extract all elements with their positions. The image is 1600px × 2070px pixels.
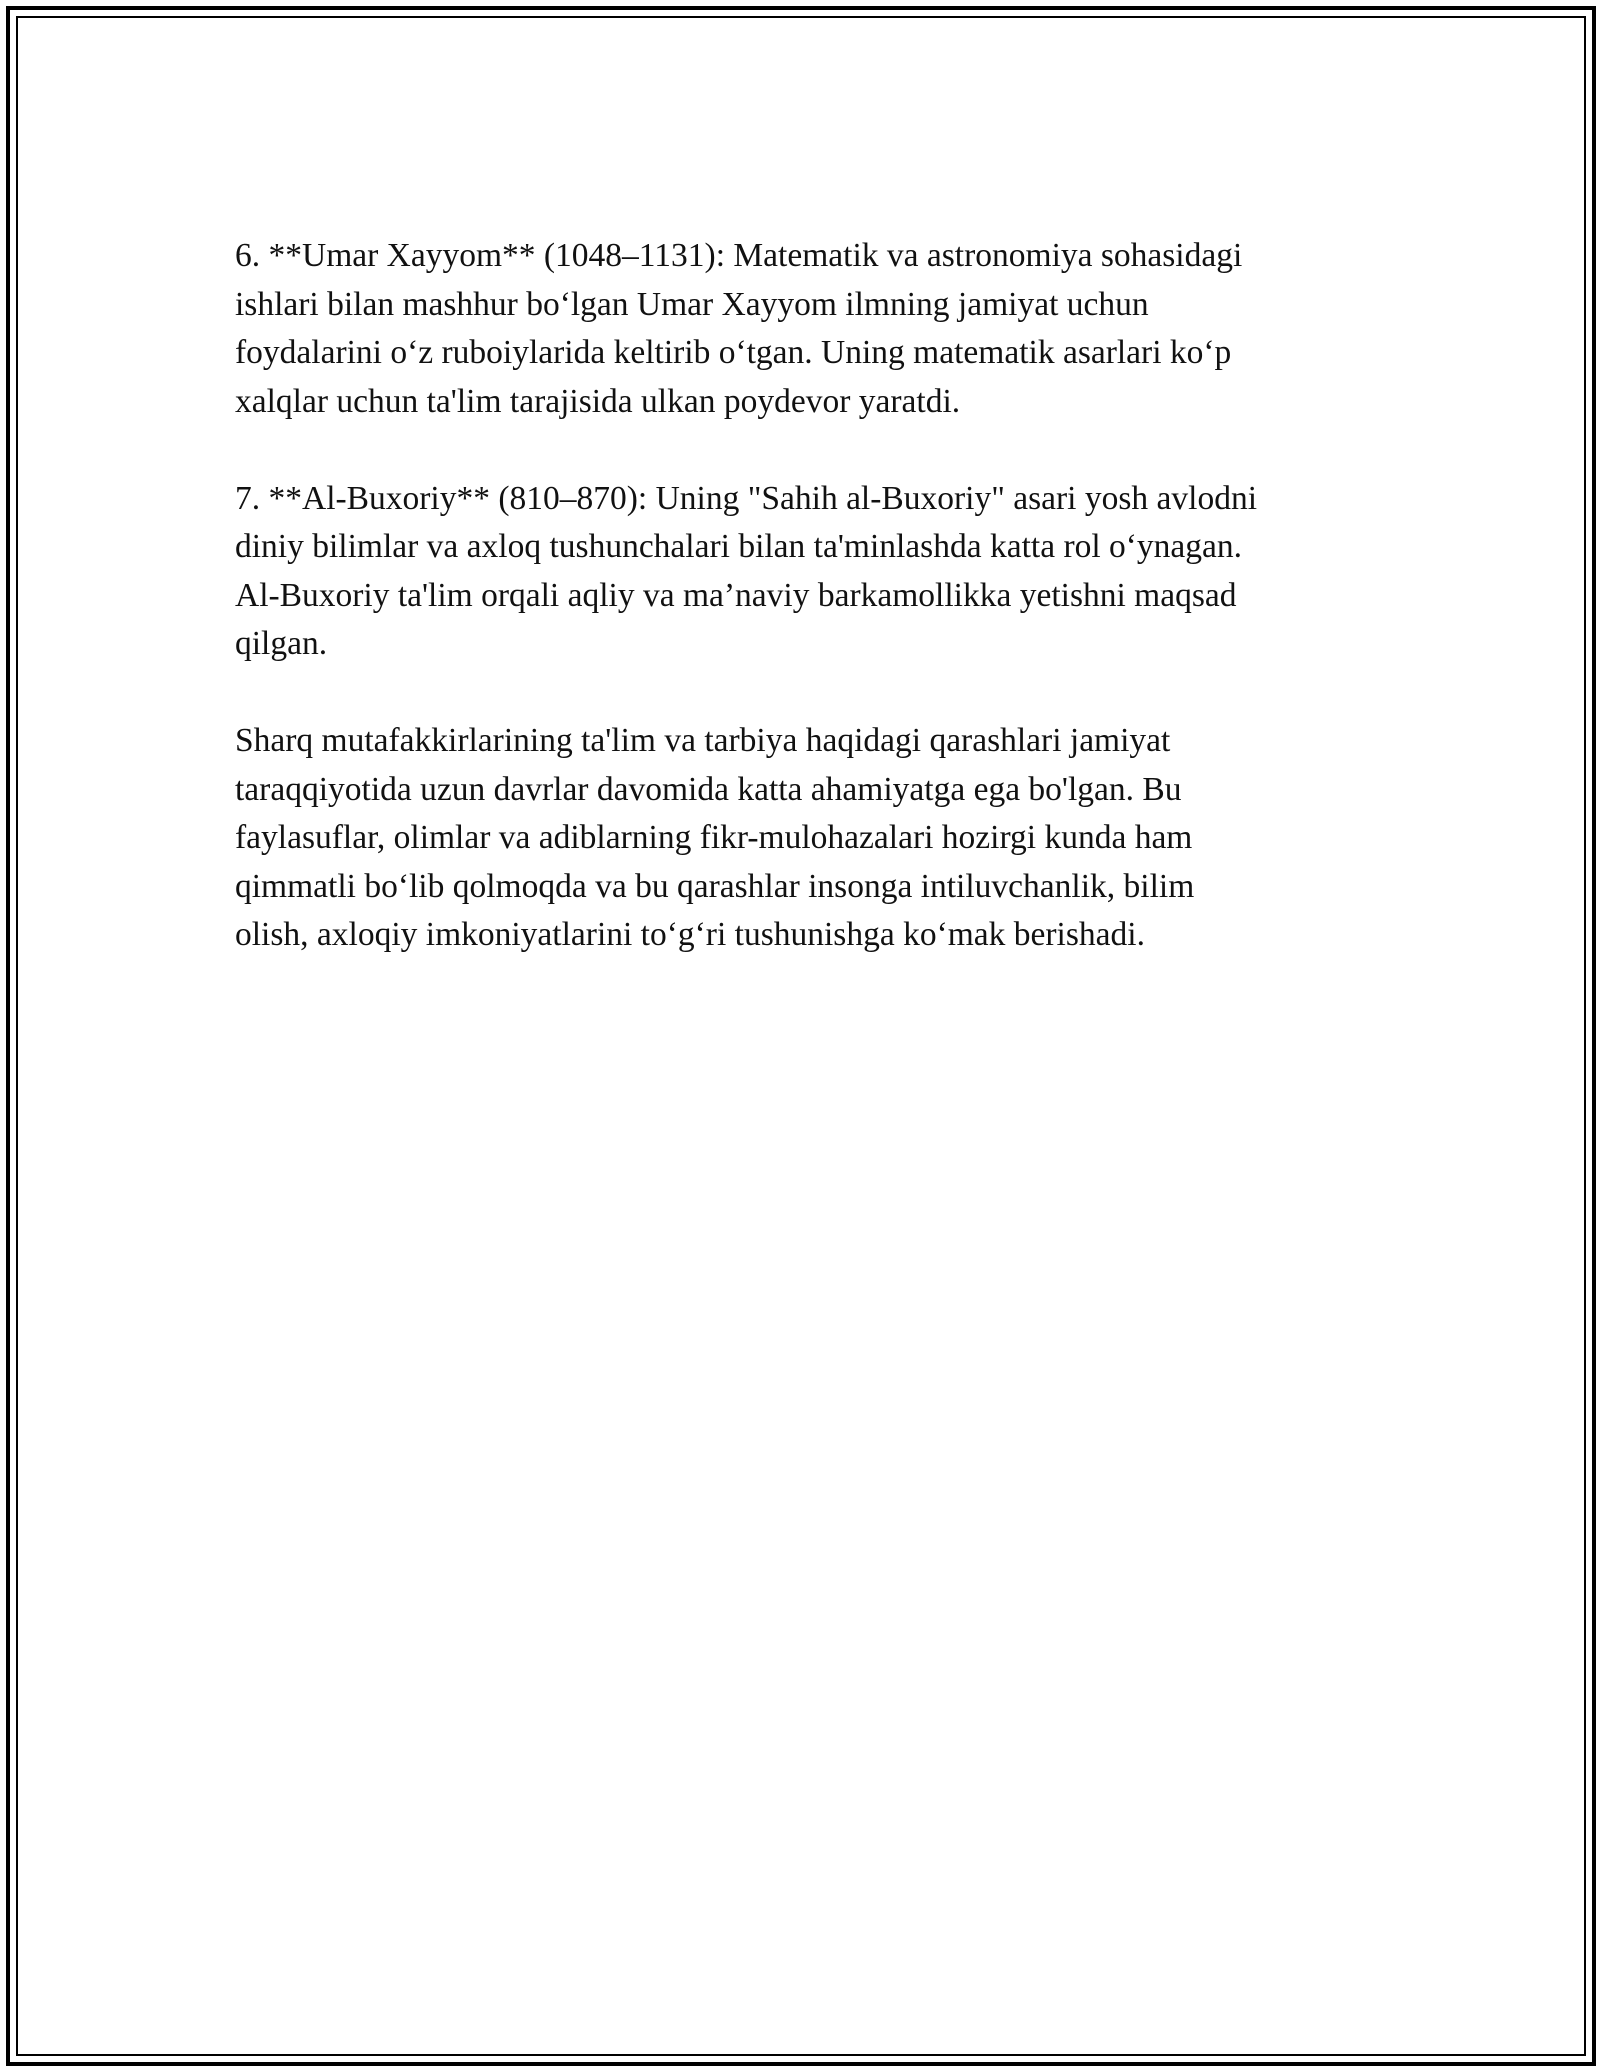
document-body: [235, 232, 1370, 1008]
text-line: 6. **Umar Xayyom** (1048–1131): Matematik va astronomiya sohasidagi: [235, 237, 1243, 274]
text-line: olish, axloqiy imkoniyatlarini to‘g‘ri tushunishga ko‘mak berishadi.: [235, 916, 1145, 953]
paragraph-al-buxoriy: [235, 475, 1370, 669]
text-line: foydalarini o‘z ruboiylarida keltirib o‘tgan. Uning matematik asarlari ko‘p: [235, 334, 1232, 371]
text-line: qimmatli bo‘lib qolmoqda va bu qarashlar insonga intiluvchanlik, bilim: [235, 867, 1195, 905]
text-line: Al-Buxoriy ta'lim orqali aqliy va ma’naviy barkamollikka yetishni maqsad: [235, 576, 1237, 614]
text-line: 7. **Al-Buxoriy** (810–870): Uning "Sahih al-Buxoriy" asari yosh avlodni: [235, 479, 1258, 517]
paragraph-umar-xayyom: [235, 232, 1370, 426]
paragraph-conclusion: [235, 717, 1370, 960]
text-line: diniy bilimlar va axloq tushunchalari bilan ta'minlashda katta rol o‘ynagan.: [235, 528, 1243, 565]
text-line: xalqlar uchun ta'lim tarajisida ulkan poydevor yaratdi.: [235, 382, 961, 420]
text-line: qilgan.: [235, 625, 328, 662]
text-line: faylasuflar, olimlar va adiblarning fikr-mulohazalari hozirgi kunda ham: [235, 819, 1193, 856]
text-line: taraqqiyotida uzun davrlar davomida katta ahamiyatga ega bo'lgan. Bu: [235, 770, 1182, 808]
text-line: ishlari bilan mashhur bo‘lgan Umar Xayyom ilmning jamiyat uchun: [235, 285, 1149, 323]
text-line: Sharq mutafakkirlarining ta'lim va tarbiya haqidagi qarashlari jamiyat: [235, 722, 1171, 759]
